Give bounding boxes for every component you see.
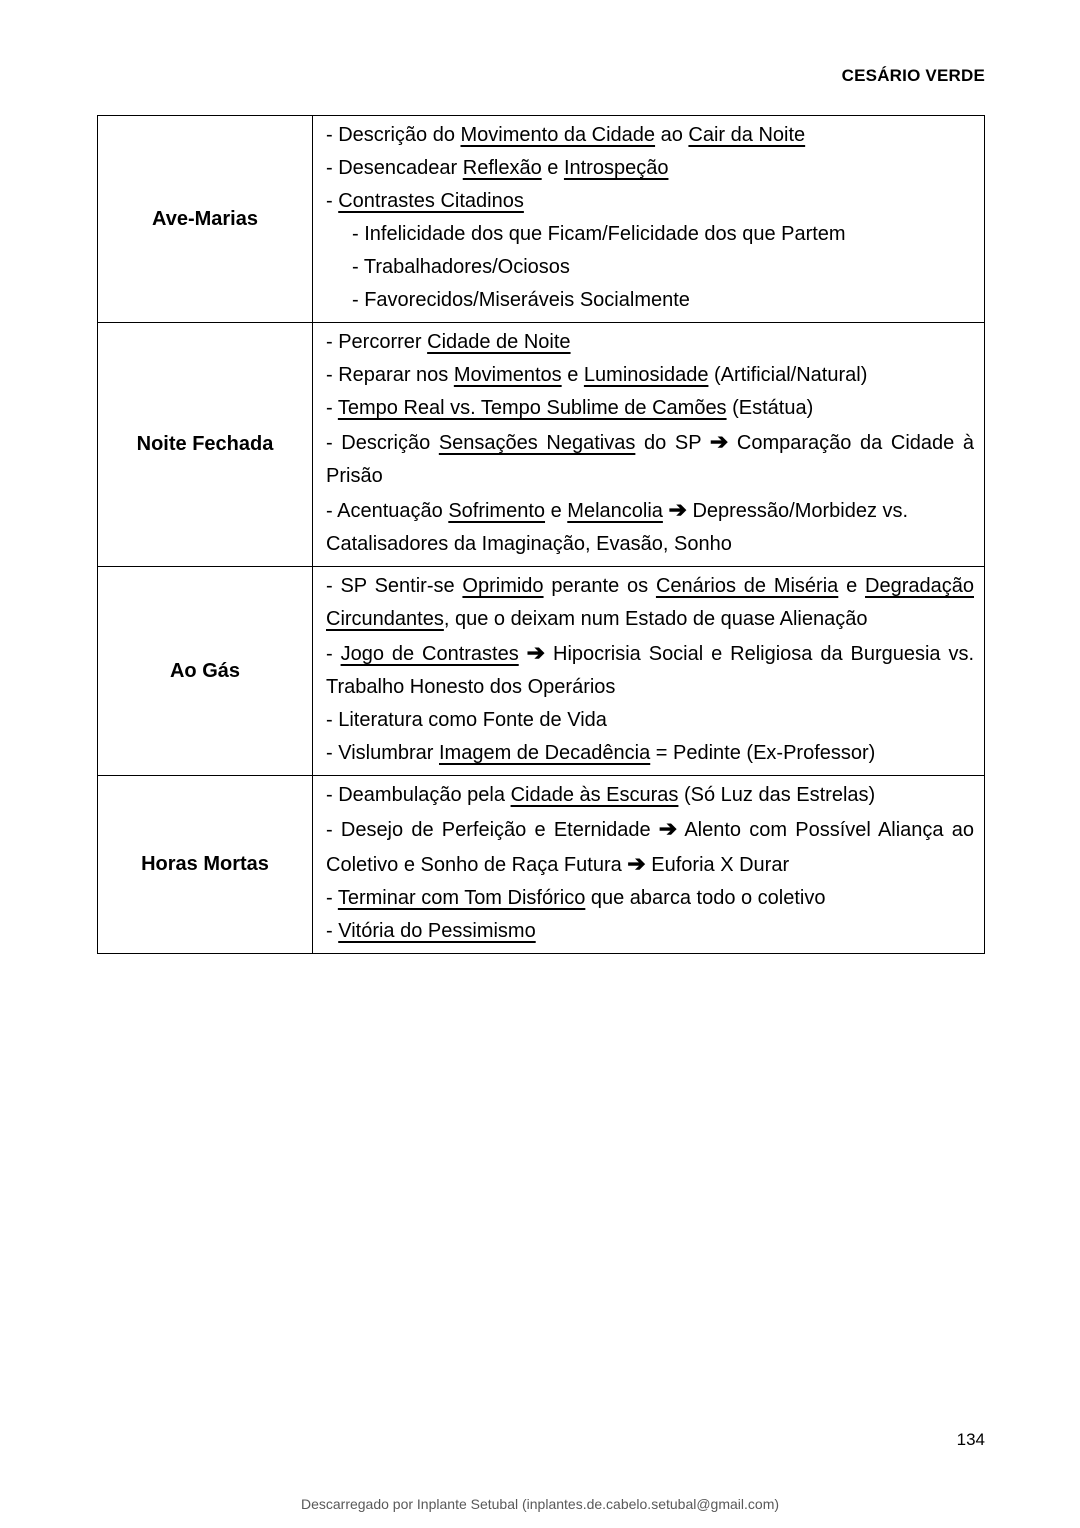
table-row	[98, 567, 985, 776]
bullet-line: - Descrição Sensações Negativas do SP ➔ Comparação da Cidade à Prisão	[326, 429, 975, 487]
section-content	[313, 567, 985, 776]
bullet-line: - Vitória do Pessimismo	[326, 920, 536, 942]
bullet-line: - Infelicidade dos que Ficam/Felicidade dos que Partem	[352, 223, 846, 245]
bullet-line: - Tempo Real vs. Tempo Sublime de Camões (Estátua)	[326, 397, 814, 419]
bullet-line: - Percorrer Cidade de Noite	[326, 331, 571, 353]
bullet-line: - Acentuação Sofrimento e Melancolia ➔ Depressão/Morbidez vs. Catalisadores da Imaginação, Evasão, Sonho	[326, 497, 909, 555]
download-footer-text: Descarregado por Inplante Setubal (inplantes.de.cabelo.setubal@gmail.com)	[300, 1496, 780, 1512]
section-title: Noite Fechada	[98, 323, 313, 567]
bullet-line: - Reparar nos Movimentos e Luminosidade (Artificial/Natural)	[326, 364, 868, 386]
section-content	[313, 776, 985, 954]
bullet-line: - Favorecidos/Miseráveis Socialmente	[352, 289, 690, 311]
arrow-icon: ➔	[658, 816, 678, 841]
arrow-icon: ➔	[668, 497, 687, 522]
section-title: Ave-Marias	[98, 116, 313, 323]
bullet-line: - Jogo de Contrastes ➔ Hipocrisia Social e Religiosa da Burguesia vs. Trabalho Honesto dos Operários	[326, 640, 975, 698]
bullet-line: - Trabalhadores/Ociosos	[352, 256, 570, 278]
arrow-icon: ➔	[627, 851, 646, 876]
content-table-body	[98, 116, 985, 954]
section-content	[313, 323, 985, 567]
content-table	[97, 115, 985, 954]
page-number: 134	[956, 1430, 985, 1449]
bullet-line: - Desejo de Perfeição e Eternidade ➔ Alento com Possível Aliança ao Coletivo e Sonho de Raça Futura ➔ Euforia X Durar	[326, 816, 975, 876]
arrow-icon: ➔	[526, 640, 546, 665]
bullet-line: - Deambulação pela Cidade às Escuras (Só Luz das Estrelas)	[326, 784, 876, 806]
bullet-line: - Terminar com Tom Disfórico que abarca todo o coletivo	[326, 887, 826, 909]
table-row	[98, 323, 985, 567]
bullet-line: - Desencadear Reflexão e Introspeção	[326, 157, 669, 179]
bullet-line: - Contrastes Citadinos	[326, 190, 524, 212]
bullet-line: - Descrição do Movimento da Cidade ao Cair da Noite	[326, 124, 806, 146]
page-header-title: CESÁRIO VERDE	[841, 66, 985, 85]
section-title: Ao Gás	[98, 567, 313, 776]
bullet-line: - Vislumbrar Imagem de Decadência = Pedinte (Ex-Professor)	[326, 742, 876, 764]
table-row	[98, 116, 985, 323]
bullet-line: - SP Sentir-se Oprimido perante os Cenários de Miséria e Degradação Circundantes, que o deixam num Estado de quase Alienação	[326, 575, 974, 630]
arrow-icon: ➔	[709, 429, 729, 454]
table-row	[98, 776, 985, 954]
section-content	[313, 116, 985, 323]
section-title: Horas Mortas	[98, 776, 313, 954]
bullet-line: - Literatura como Fonte de Vida	[326, 709, 607, 731]
